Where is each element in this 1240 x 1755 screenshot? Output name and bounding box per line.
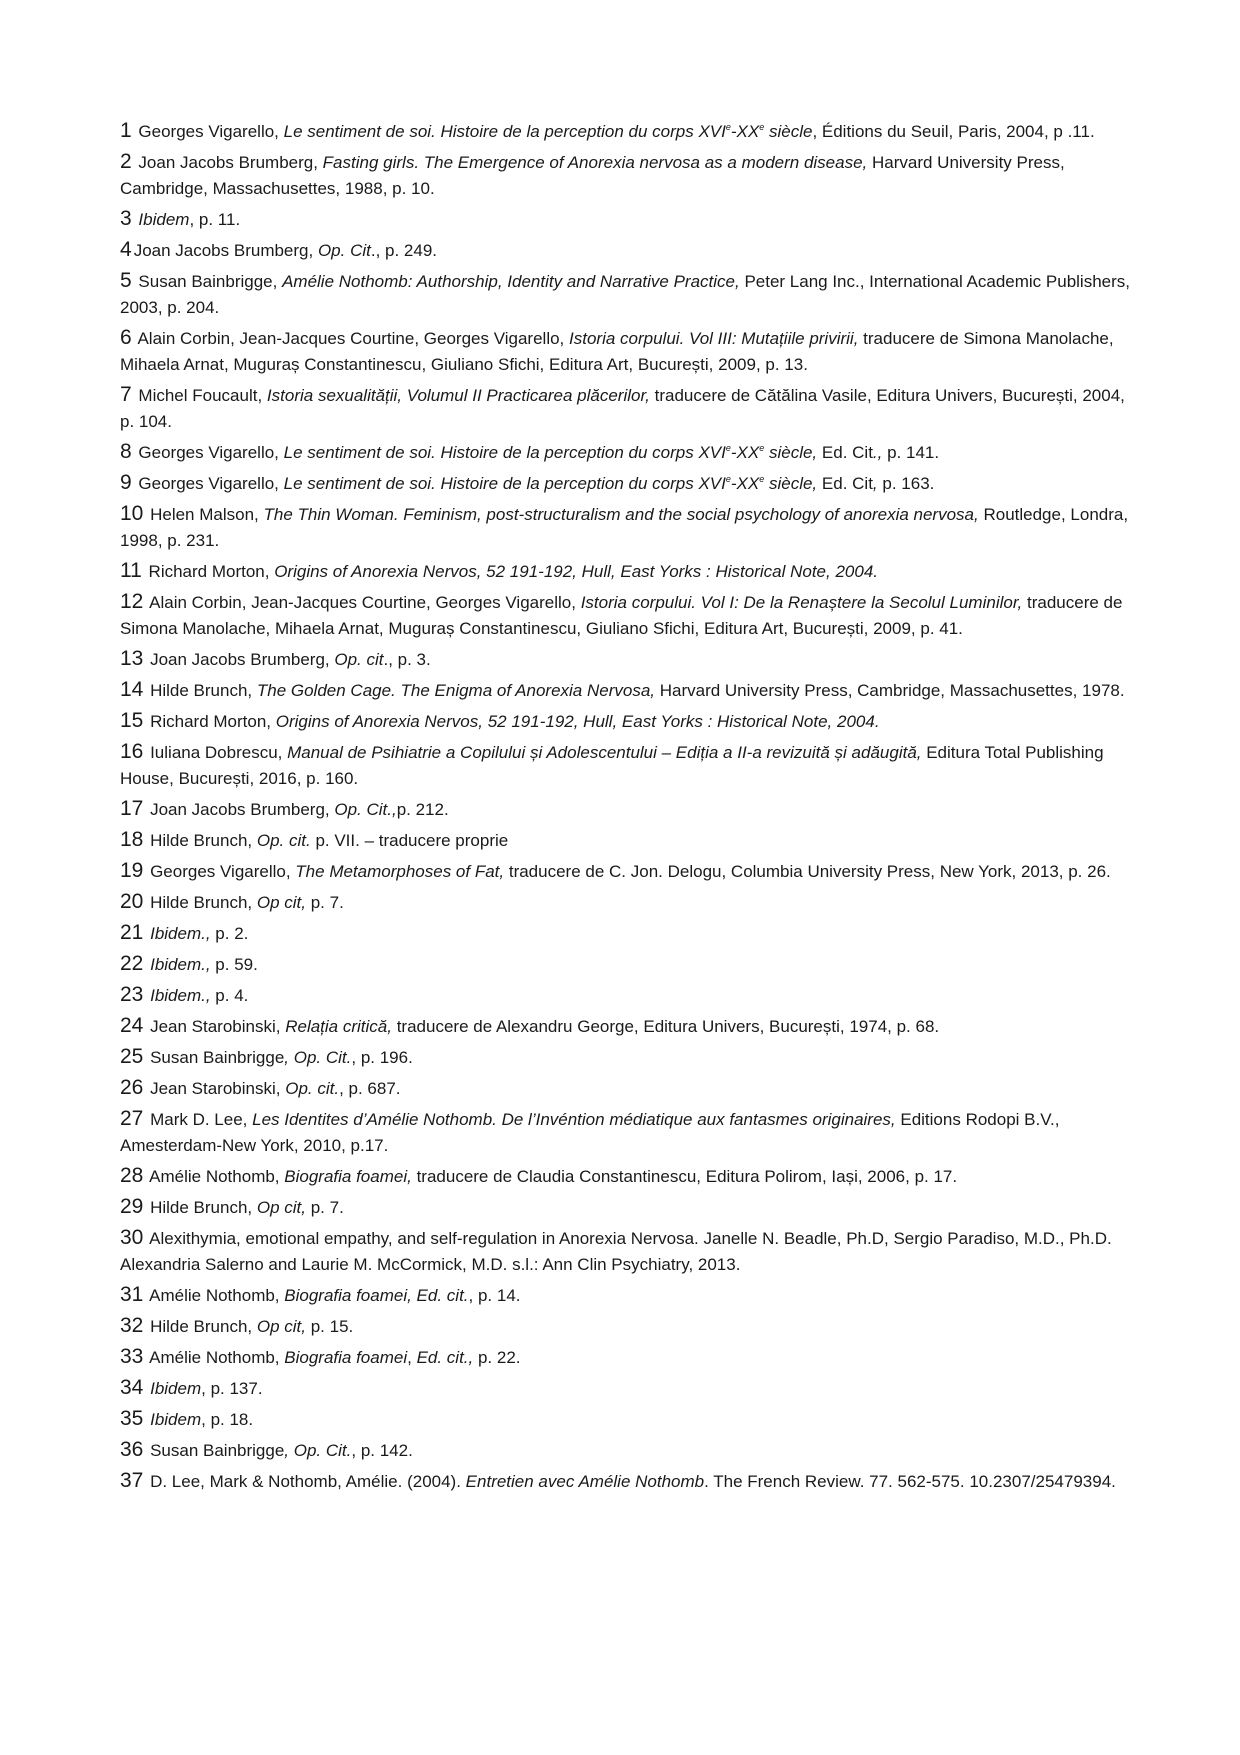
endnote-24 (120, 1013, 1130, 1040)
italic-text: Op. Cit (317, 241, 371, 260)
citation-text: Amélie Nothomb, (145, 1167, 285, 1186)
endnote-10 (120, 501, 1130, 554)
endnote-number: 37 (120, 1469, 144, 1492)
endnote-number: 27 (120, 1107, 144, 1130)
citation-text: Alain Corbin, Jean-Jacques Courtine, Georges Vigarello, (145, 593, 581, 612)
citation-text: Richard Morton, (145, 712, 276, 731)
citation-text: Hilde Brunch, (145, 1317, 257, 1336)
endnote-1 (120, 118, 1130, 145)
citation-text: p. 163. (877, 474, 935, 493)
citation-text: Joan Jacobs Brumberg, (145, 650, 335, 669)
citation-text: Georges Vigarello, (133, 474, 284, 493)
italic-text: The Metamorphoses of Fat, (295, 862, 505, 881)
citation-text: traducere de C. Jon. Delogu, Columbia University Press, New York, 2013, p. 26. (504, 862, 1111, 881)
italic-text: Amélie Nothomb: Authorship, Identity and Narrative Practice, (282, 272, 740, 291)
endnote-number: 29 (120, 1195, 144, 1218)
citation-text: traducere de Simona Manolache, Mihaela Arnat, Muguraș Constantinescu, Giuliano Sfichi, Editura Art, București, 2009, p. 41. (120, 593, 1123, 638)
italic-text: Biografia foamei, (284, 1167, 412, 1186)
citation-text: p. VII. – traducere proprie (310, 831, 509, 850)
endnote-8 (120, 439, 1130, 466)
citation-text: Michel Foucault, (133, 386, 267, 405)
endnote-number: 33 (120, 1345, 144, 1368)
citation-text: Jean Starobinski, (145, 1017, 286, 1036)
citation-text: p. 7. (305, 893, 344, 912)
italic-text: Origins of Anorexia Nervos, 52 191-192, Hull, East Yorks : Historical Note, 2004. (274, 562, 878, 581)
citation-text: , (407, 1348, 417, 1367)
superscript-text: e (725, 474, 731, 484)
italic-text: The Golden Cage. The Enigma of Anorexia Nervosa, (256, 681, 655, 700)
endnote-25 (120, 1044, 1130, 1071)
endnote-number: 9 (120, 471, 132, 494)
citation-text: Alexithymia, emotional empathy, and self-regulation in Anorexia Nervosa. Janelle N. Beadle, Ph.D, Sergio Paradiso, M.D., Ph.D. Alexandria Salerno and Laurie M. McCormick, M.D. s.l.: Ann Clin Psychiatry, 2013. (120, 1229, 1112, 1274)
superscript-text: e (725, 122, 731, 132)
citation-text: Joan Jacobs Brumberg, (145, 800, 335, 819)
citation-text: Richard Morton, (143, 562, 275, 581)
citation-text: , p. 18. (201, 1410, 254, 1429)
endnote-7 (120, 382, 1130, 435)
italic-text: Les Identites d’Amélie Nothomb. De l’Invéntion médiatique aux fantasmes originaires, (252, 1110, 896, 1129)
endnote-18 (120, 827, 1130, 854)
citation-text: p. 212. (396, 800, 449, 819)
citation-text: traducere de Claudia Constantinescu, Editura Polirom, Iași, 2006, p. 17. (411, 1167, 958, 1186)
italic-text: Entretien avec Amélie Nothomb (465, 1472, 705, 1491)
endnotes-list (120, 118, 1130, 1495)
citation-text: Mark D. Lee, (145, 1110, 253, 1129)
endnote-number: 24 (120, 1014, 144, 1037)
endnote-6 (120, 325, 1130, 378)
citation-text: p. 141. (882, 443, 940, 462)
endnote-9 (120, 470, 1130, 497)
superscript-text: e (725, 443, 731, 453)
endnote-number: 18 (120, 828, 144, 851)
italic-text: , (872, 474, 878, 493)
citation-text: Georges Vigarello, (133, 443, 284, 462)
citation-text: Joan Jacobs Brumberg, (133, 153, 323, 172)
italic-text: Op cit, (256, 893, 306, 912)
italic-text: Op cit, (256, 1198, 306, 1217)
endnote-14 (120, 677, 1130, 704)
italic-text: Ibidem., (150, 986, 211, 1005)
italic-text: Op. cit (334, 650, 384, 669)
endnote-number: 23 (120, 983, 144, 1006)
citation-text: p. 4. (210, 986, 249, 1005)
endnote-32 (120, 1313, 1130, 1340)
endnotes-page (120, 118, 1130, 1499)
citation-text: Hilde Brunch, (145, 1198, 257, 1217)
citation-text: Editura Total Publishing House, București, 2016, p. 160. (120, 743, 1104, 788)
endnote-22 (120, 951, 1130, 978)
italic-text: Origins of Anorexia Nervos, 52 191-192, Hull, East Yorks : Historical Note, 2004. (275, 712, 880, 731)
citation-text: Hilde Brunch, (145, 893, 257, 912)
endnote-number: 19 (120, 859, 144, 882)
citation-text: Susan Bainbrigge, (133, 272, 283, 291)
citation-text: p. 7. (305, 1198, 344, 1217)
citation-text: , p. 137. (201, 1379, 263, 1398)
endnote-27 (120, 1106, 1130, 1159)
citation-text: Ed. Cit (817, 474, 873, 493)
citation-text: Susan Bainbrigge (145, 1441, 285, 1460)
italic-text: Le sentiment de soi. Histoire de la perception du corps XVI (283, 122, 726, 141)
italic-text: Istoria corpului. Vol III: Mutațiile privirii, (569, 329, 859, 348)
endnote-number: 28 (120, 1164, 144, 1187)
endnote-number: 5 (120, 269, 132, 292)
endnote-number: 25 (120, 1045, 144, 1068)
endnote-number: 26 (120, 1076, 144, 1099)
endnote-34 (120, 1375, 1130, 1402)
citation-text: Ed. Cit (817, 443, 873, 462)
citation-text: Amélie Nothomb, (145, 1348, 285, 1367)
citation-text: p. 22. (473, 1348, 521, 1367)
citation-text: Peter Lang Inc., International Academic Publishers, 2003, p. 204. (120, 272, 1130, 317)
citation-text: Editions Rodopi B.V., Amesterdam-New York, 2010, p.17. (120, 1110, 1060, 1155)
citation-text: p. 59. (210, 955, 258, 974)
citation-text: , p. 142. (351, 1441, 413, 1460)
italic-text: Istoria sexualității, Volumul II Practicarea plăcerilor, (266, 386, 650, 405)
citation-text: , p. 11. (189, 210, 241, 229)
italic-text: -XX (730, 474, 760, 493)
citation-text: , p. 196. (351, 1048, 413, 1067)
endnote-number: 35 (120, 1407, 144, 1430)
citation-text: traducere de Alexandru George, Editura Univers, București, 1974, p. 68. (391, 1017, 940, 1036)
endnote-26 (120, 1075, 1130, 1102)
citation-text: Hilde Brunch, (145, 831, 257, 850)
endnote-35 (120, 1406, 1130, 1433)
citation-text: p. 15. (305, 1317, 354, 1336)
italic-text: siècle, (764, 443, 818, 462)
italic-text: Op. Cit., (334, 800, 397, 819)
citation-text: Alain Corbin, Jean-Jacques Courtine, Georges Vigarello, (133, 329, 570, 348)
citation-text: traducere de Cătălina Vasile, Editura Univers, București, 2004, p. 104. (120, 386, 1125, 431)
italic-text: Istoria corpului. Vol I: De la Renaștere la Secolul Luminilor, (580, 593, 1023, 612)
italic-text: Biografia foamei (284, 1348, 408, 1367)
endnote-31 (120, 1282, 1130, 1309)
italic-text: Le sentiment de soi. Histoire de la perception du corps XVI (283, 474, 726, 493)
citation-text: Joan Jacobs Brumberg, (133, 241, 318, 260)
endnote-number: 16 (120, 740, 144, 763)
italic-text: Op. cit. (256, 831, 311, 850)
superscript-text: e (759, 474, 765, 484)
endnote-number: 10 (120, 502, 144, 525)
italic-text: The Thin Woman. Feminism, post-structuralism and the social psychology of anorexia nervosa, (263, 505, 979, 524)
citation-text: Iuliana Dobrescu, (145, 743, 288, 762)
italic-text: -XX (730, 122, 760, 141)
endnote-16 (120, 739, 1130, 792)
endnote-29 (120, 1194, 1130, 1221)
endnote-30 (120, 1225, 1130, 1278)
italic-text: Ibidem., (150, 924, 211, 943)
italic-text: Op. cit. (285, 1079, 340, 1098)
citation-text: Routledge, Londra, 1998, p. 231. (120, 505, 1129, 550)
endnote-15 (120, 708, 1130, 735)
italic-text: -XX (730, 443, 760, 462)
citation-text: ., p. 249. (370, 241, 438, 260)
citation-text: p. 2. (210, 924, 249, 943)
endnote-37 (120, 1468, 1130, 1495)
italic-text: Ibidem., (150, 955, 211, 974)
endnote-number: 14 (120, 678, 144, 701)
endnote-number: 15 (120, 709, 144, 732)
italic-text: Ed. cit., (416, 1348, 474, 1367)
endnote-21 (120, 920, 1130, 947)
italic-text: Relația critică, (285, 1017, 392, 1036)
endnote-number: 17 (120, 797, 144, 820)
endnote-number: 6 (120, 326, 132, 349)
italic-text: Ibidem (138, 210, 190, 229)
citation-text: Harvard University Press, Cambridge, Massachusettes, 1988, p. 10. (120, 153, 1065, 198)
endnote-number: 20 (120, 890, 144, 913)
italic-text: Le sentiment de soi. Histoire de la perception du corps XVI (283, 443, 726, 462)
endnote-36 (120, 1437, 1130, 1464)
endnote-12 (120, 589, 1130, 642)
citation-text: Susan Bainbrigge (145, 1048, 285, 1067)
citation-text: Amélie Nothomb, (145, 1286, 285, 1305)
endnote-4 (120, 237, 1130, 264)
citation-text: , p. 14. (468, 1286, 521, 1305)
citation-text: ., p. 3. (383, 650, 431, 669)
endnote-23 (120, 982, 1130, 1009)
citation-text: D. Lee, Mark & Nothomb, Amélie. (2004). (145, 1472, 466, 1491)
superscript-text: e (759, 122, 765, 132)
citation-text: . The French Review. 77. 562-575. 10.2307/25479394. (704, 1472, 1116, 1491)
superscript-text: e (759, 443, 765, 453)
italic-text: siècle, (764, 474, 818, 493)
endnote-number: 8 (120, 440, 132, 463)
italic-text: Ibidem (150, 1379, 202, 1398)
endnote-number: 3 (120, 207, 132, 230)
endnote-28 (120, 1163, 1130, 1190)
endnote-11 (120, 558, 1130, 585)
endnote-2 (120, 149, 1130, 202)
endnote-19 (120, 858, 1130, 885)
citation-text: Georges Vigarello, (133, 122, 284, 141)
endnote-5 (120, 268, 1130, 321)
citation-text: Georges Vigarello, (145, 862, 296, 881)
italic-text: , Op. Cit. (284, 1441, 352, 1460)
italic-text: , Op. Cit. (284, 1048, 352, 1067)
citation-text: traducere de Simona Manolache, Mihaela Arnat, Muguraș Constantinescu, Giuliano Sfichi, Editura Art, București, 2009, p. 13. (120, 329, 1114, 374)
endnote-number: 31 (120, 1283, 144, 1306)
italic-text: Ibidem (150, 1410, 202, 1429)
endnote-number: 22 (120, 952, 144, 975)
citation-text: , p. 687. (339, 1079, 401, 1098)
endnote-3 (120, 206, 1130, 233)
endnote-number: 7 (120, 383, 132, 406)
endnote-33 (120, 1344, 1130, 1371)
endnote-13 (120, 646, 1130, 673)
endnote-number: 11 (120, 559, 142, 582)
endnote-number: 34 (120, 1376, 144, 1399)
endnote-number: 12 (120, 590, 144, 613)
italic-text: Fasting girls. The Emergence of Anorexia nervosa as a modern disease, (322, 153, 868, 172)
italic-text: Manual de Psihiatrie a Copilului și Adolescentului – Ediția a II-a revizuită și adăugită, (287, 743, 922, 762)
citation-text: Helen Malson, (145, 505, 264, 524)
italic-text: ., (872, 443, 883, 462)
endnote-number: 2 (120, 150, 132, 173)
italic-text: Op cit, (256, 1317, 306, 1336)
endnote-number: 4 (120, 238, 132, 261)
endnote-number: 1 (120, 119, 132, 142)
endnote-number: 13 (120, 647, 144, 670)
endnote-20 (120, 889, 1130, 916)
endnote-number: 36 (120, 1438, 144, 1461)
citation-text: Harvard University Press, Cambridge, Massachusettes, 1978. (655, 681, 1125, 700)
italic-text: siècle (764, 122, 813, 141)
citation-text: , Éditions du Seuil, Paris, 2004, p .11. (812, 122, 1095, 141)
endnote-number: 32 (120, 1314, 144, 1337)
italic-text: Biografia foamei, Ed. cit. (284, 1286, 469, 1305)
endnote-17 (120, 796, 1130, 823)
endnote-number: 30 (120, 1226, 144, 1249)
citation-text: Hilde Brunch, (145, 681, 257, 700)
citation-text: Jean Starobinski, (145, 1079, 286, 1098)
endnote-number: 21 (120, 921, 144, 944)
